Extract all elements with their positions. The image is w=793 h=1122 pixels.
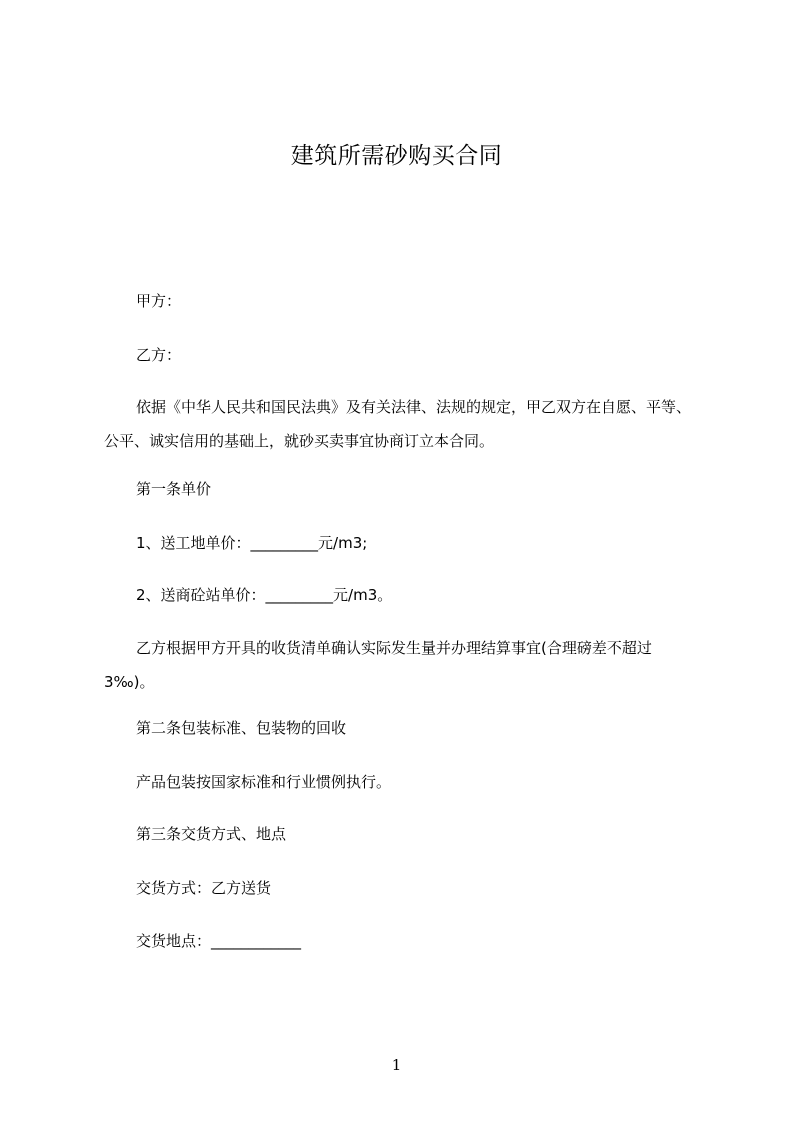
delivery-location: 交货地点：____________ xyxy=(136,932,302,950)
preamble-paragraph: 依据《中华人民共和国民法典》及有关法律、法规的规定，甲乙双方在自愿、平等、公平、诚实信用的基础上，就砂买卖事宜协商订立本合同。 xyxy=(104,398,692,450)
page-number: 1 xyxy=(391,1056,402,1074)
article-2-heading: 第二条包装标准、包装物的回收 xyxy=(136,719,347,737)
article-2-body: 产品包装按国家标准和行业惯例执行。 xyxy=(136,773,392,791)
settlement-paragraph: 乙方根据甲方开具的收货清单确认实际发生量并办理结算事宜(合理磅差不超过3‰)。 xyxy=(104,639,652,691)
party-b-label: 乙方： xyxy=(136,346,182,364)
article-1-item-2: 2、送商砼站单价：_________元/m3。 xyxy=(136,586,393,604)
party-a-label: 甲方： xyxy=(136,292,182,310)
delivery-method: 交货方式：乙方送货 xyxy=(136,879,272,897)
article-1-heading: 第一条单价 xyxy=(136,480,212,498)
article-1-item-1: 1、送工地单价：_________元/m3; xyxy=(136,534,368,552)
page-title: 建筑所需砂购买合同 xyxy=(290,143,503,169)
article-3-heading: 第三条交货方式、地点 xyxy=(136,825,287,843)
